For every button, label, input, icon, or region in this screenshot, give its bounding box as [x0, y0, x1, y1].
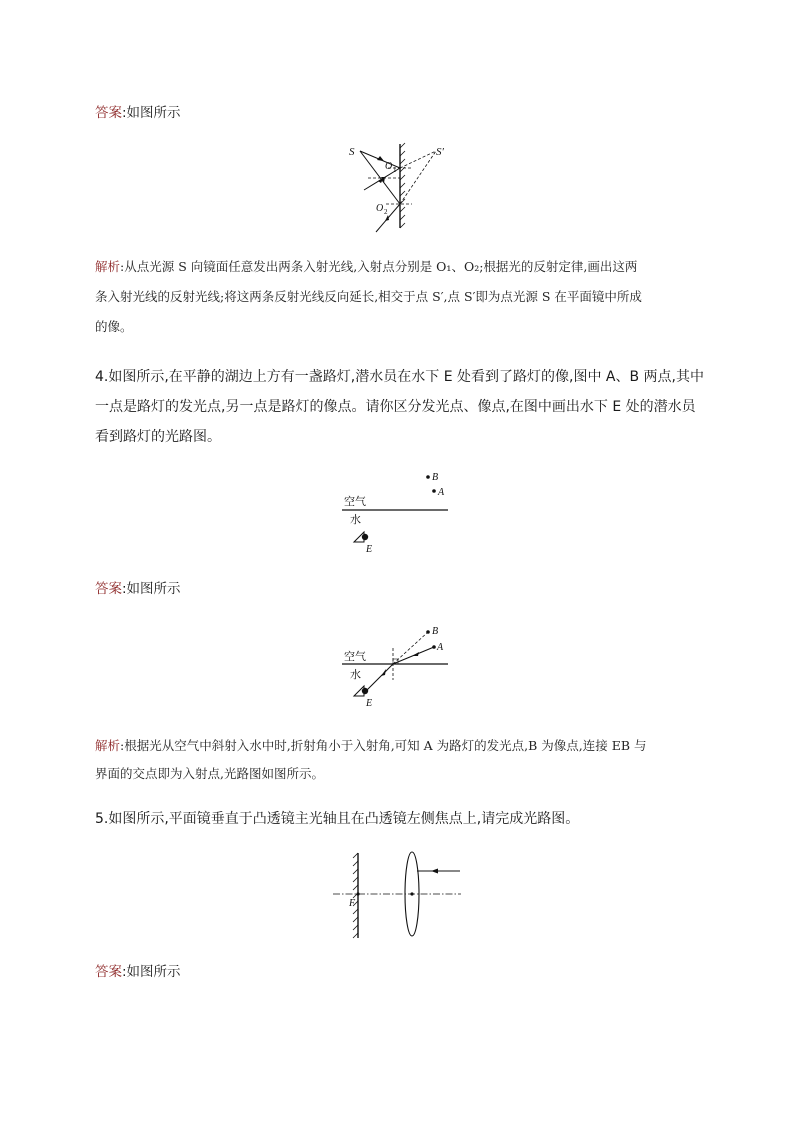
label-air: 空气: [344, 495, 366, 508]
answer-label: 答案: [95, 105, 122, 121]
label-s: S: [349, 146, 355, 158]
label-e: E: [366, 544, 373, 555]
question-4-line-2: 一点是路灯的发光点,另一点是路灯的像点。请你区分发光点、像点,在图中画出水下 E 处的潜水员: [95, 399, 696, 415]
figure-water-surface: [330, 465, 460, 560]
point-a: [432, 645, 436, 649]
label-b: B: [432, 626, 439, 637]
label-water: 水: [350, 513, 361, 526]
extension-ray-2: [400, 151, 436, 204]
label-b: B: [432, 472, 439, 483]
question-5-line-1: 5.如图所示,平面镜垂直于凸透镜主光轴且在凸透镜左侧焦点上,请完成光路图。: [95, 811, 580, 827]
explanation-3-line-3: 的像。: [95, 319, 133, 334]
label-air: 空气: [344, 650, 366, 663]
label-e: E: [366, 698, 373, 709]
diver-eye-icon: [354, 532, 368, 542]
explanation-text: :从点光源 S 向镜面任意发出两条入射光线,入射点分别是 O₁、O₂;根据光的反射定律,画出这两: [120, 259, 638, 274]
figure-mirror-reflection: [340, 138, 460, 238]
label-o1: O: [385, 161, 393, 172]
focal-point: [356, 892, 359, 895]
label-f: F: [349, 898, 356, 909]
question-4-line-1: 4.如图所示,在平静的湖边上方有一盏路灯,潜水员在水下 E 处看到了路灯的像,图中 A、B 两点,其中: [95, 369, 704, 385]
label-s-prime: S′: [436, 146, 444, 158]
answer-text: :如图所示: [122, 581, 181, 597]
explanation-4-line-1: [95, 736, 647, 756]
figure-water-light-path: [330, 620, 460, 715]
answer-4: [95, 579, 181, 599]
extension-ray: [393, 632, 428, 664]
explanation-label: 解析: [95, 259, 121, 274]
label-o2: O: [376, 203, 384, 214]
label-a: A: [437, 642, 444, 653]
point-b: [426, 630, 430, 634]
point-b: [426, 475, 430, 479]
refracted-ray: [366, 664, 393, 691]
label-o1-sub: 1: [393, 166, 397, 174]
diver-eye-icon: [354, 686, 368, 696]
optical-center: [410, 892, 413, 895]
question-4-line-3: 看到路灯的光路图。: [95, 429, 221, 445]
extension-ray-1: [400, 151, 436, 168]
figure-mirror-lens: [325, 848, 470, 943]
answer-label: 答案: [95, 964, 122, 980]
explanation-3-line-1: [95, 257, 637, 277]
answer-3: [95, 103, 181, 123]
answer-label: 答案: [95, 581, 122, 597]
explanation-label: 解析: [95, 738, 121, 753]
label-o2-sub: 2: [384, 208, 388, 216]
explanation-3-line-2: 条入射光线的反射光线;将这两条反射光线反向延长,相交于点 S′,点 S′即为点光源 S 在平面镜中所成: [95, 289, 642, 304]
explanation-text: :根据光从空气中斜射入水中时,折射角小于入射角,可知 A 为路灯的发光点,B 为像点,连接 EB 与: [120, 738, 647, 753]
explanation-4-line-2: 界面的交点即为入射点,光路图如图所示。: [95, 766, 324, 781]
label-a: A: [438, 487, 445, 498]
answer-text: :如图所示: [122, 105, 181, 121]
answer-5: [95, 962, 181, 982]
label-water: 水: [350, 668, 361, 681]
answer-text: :如图所示: [122, 964, 181, 980]
point-a: [432, 489, 436, 493]
